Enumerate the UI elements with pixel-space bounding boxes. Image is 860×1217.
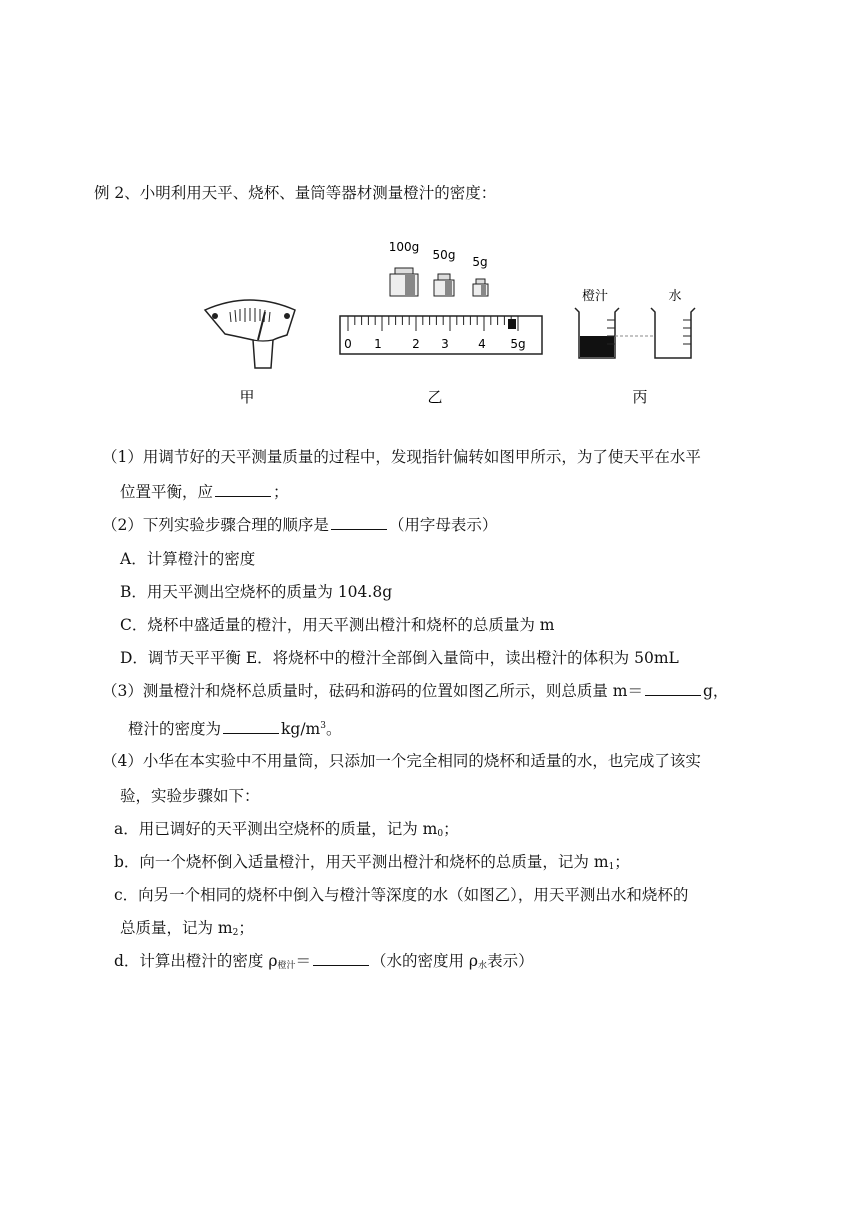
q4-line2: 验，实验步骤如下： [120,787,260,805]
weight-label-50g: 50g [432,248,456,262]
q2-option-a: A．计算橙汁的密度 [120,550,256,568]
ruler-label-4: 4 [478,337,486,351]
q3-unit-sup: 3 [320,721,326,731]
q4-step-b-sub: 1 [608,862,615,872]
q1-line2-end: ； [273,483,289,501]
q4-step-b-end: ； [614,853,630,871]
juice-beaker [575,308,619,358]
q4-step-d-sub-water: 水 [478,961,488,971]
q4-step-c-text: 总质量，记为 m [120,919,233,937]
q2-option-c: C．烧杯中盛适量的橙汁，用天平测出橙汁和烧杯的总质量为 m [120,616,555,634]
label-jia: 甲 [239,388,255,406]
ruler-label-0: 0 [344,337,352,351]
weight-100g [390,268,418,296]
q2-line1-text: （2）下列实验步骤合理的顺序是 [102,516,329,534]
q3-line1 [102,681,728,701]
ruler-label-3: 3 [441,337,449,351]
q4-step-d-text: d．计算出橙汁的密度 ρ [114,952,278,970]
q1-line2 [120,482,289,502]
balance-pointer-diagram [205,300,295,368]
q3-density-blank[interactable] [223,719,279,734]
weight-5g [473,279,488,296]
q2-line1-end: （用字母表示） [388,516,498,534]
q1-answer-blank[interactable] [215,482,271,497]
beaker-label-juice: 橙汁 [581,289,609,304]
q4-line1: （4）小华在本实验中不用量筒，只添加一个完全相同的烧杯和适量的水，也完成了该实 [102,752,701,770]
q3-line2 [128,716,342,739]
beakers-group [575,288,695,358]
q3-unit: kg/m [281,720,321,738]
weight-50g [434,274,454,296]
rider-scale [340,316,542,354]
q3-line1-end: g， [703,682,729,700]
experiment-figure [195,230,715,410]
q2-option-de: D．调节天平平衡 E．将烧杯中的橙汁全部倒入量筒中，读出橙汁的体积为 50mL [120,649,679,667]
ruler-label-5g: 5g [510,337,526,351]
water-beaker [651,308,695,358]
ruler-label-1: 1 [374,337,382,351]
q4-step-d-eq: ＝ [295,952,311,970]
q2-line1 [102,515,497,535]
q4-step-c-sub: 2 [232,928,239,938]
q2-option-b: B．用天平测出空烧杯的质量为 104.8g [120,583,393,601]
q4-step-b [114,852,630,877]
q4-density-blank[interactable] [313,951,369,966]
q3-mass-blank[interactable] [645,681,701,696]
example-title: 例 2、小明利用天平、烧杯、量筒等器材测量橙汁的密度： [94,184,497,202]
q4-step-b-text: b．向一个烧杯倒入适量橙汁，用天平测出橙汁和烧杯的总质量，记为 m [114,853,609,871]
figure-svg [195,230,715,410]
q4-step-d-end: 表示） [487,952,534,970]
q4-step-a-text: a．用已调好的天平测出空烧杯的质量，记为 m [114,820,438,838]
weights-group [389,240,488,296]
q4-step-d-sub-juice: 橙汁 [277,961,296,971]
q2-answer-blank[interactable] [331,515,387,530]
weight-label-5g: 5g [472,255,488,269]
q1-line2-text: 位置平衡，应 [120,483,214,501]
q4-step-a-end: ； [443,820,459,838]
q4-step-d-note: （水的密度用 ρ [371,952,479,970]
ruler-label-2: 2 [412,337,420,351]
weight-label-100g: 100g [388,240,420,254]
beaker-label-water: 水 [668,289,682,304]
q4-step-a [114,819,459,844]
q3-line1-text: （3）测量橙汁和烧杯总质量时，砝码和游码的位置如图乙所示，则总质量 m＝ [102,682,643,700]
q1-line1: （1）用调节好的天平测量质量的过程中，发现指针偏转如图甲所示，为了使天平在水平 [102,448,701,466]
label-yi: 乙 [427,388,443,406]
q3-line2-end: 。 [325,720,342,738]
q4-step-d [114,951,534,976]
q4-step-c-end: ； [238,919,254,937]
q4-step-a-sub: 0 [437,829,444,839]
q3-line2-text: 橙汁的密度为 [128,720,222,738]
q4-step-c-line1: c．向另一个相同的烧杯中倒入与橙汁等深度的水（如图乙），用天平测出水和烧杯的 [114,886,689,904]
label-bing: 丙 [632,388,648,406]
q4-step-c-line2 [120,918,254,943]
